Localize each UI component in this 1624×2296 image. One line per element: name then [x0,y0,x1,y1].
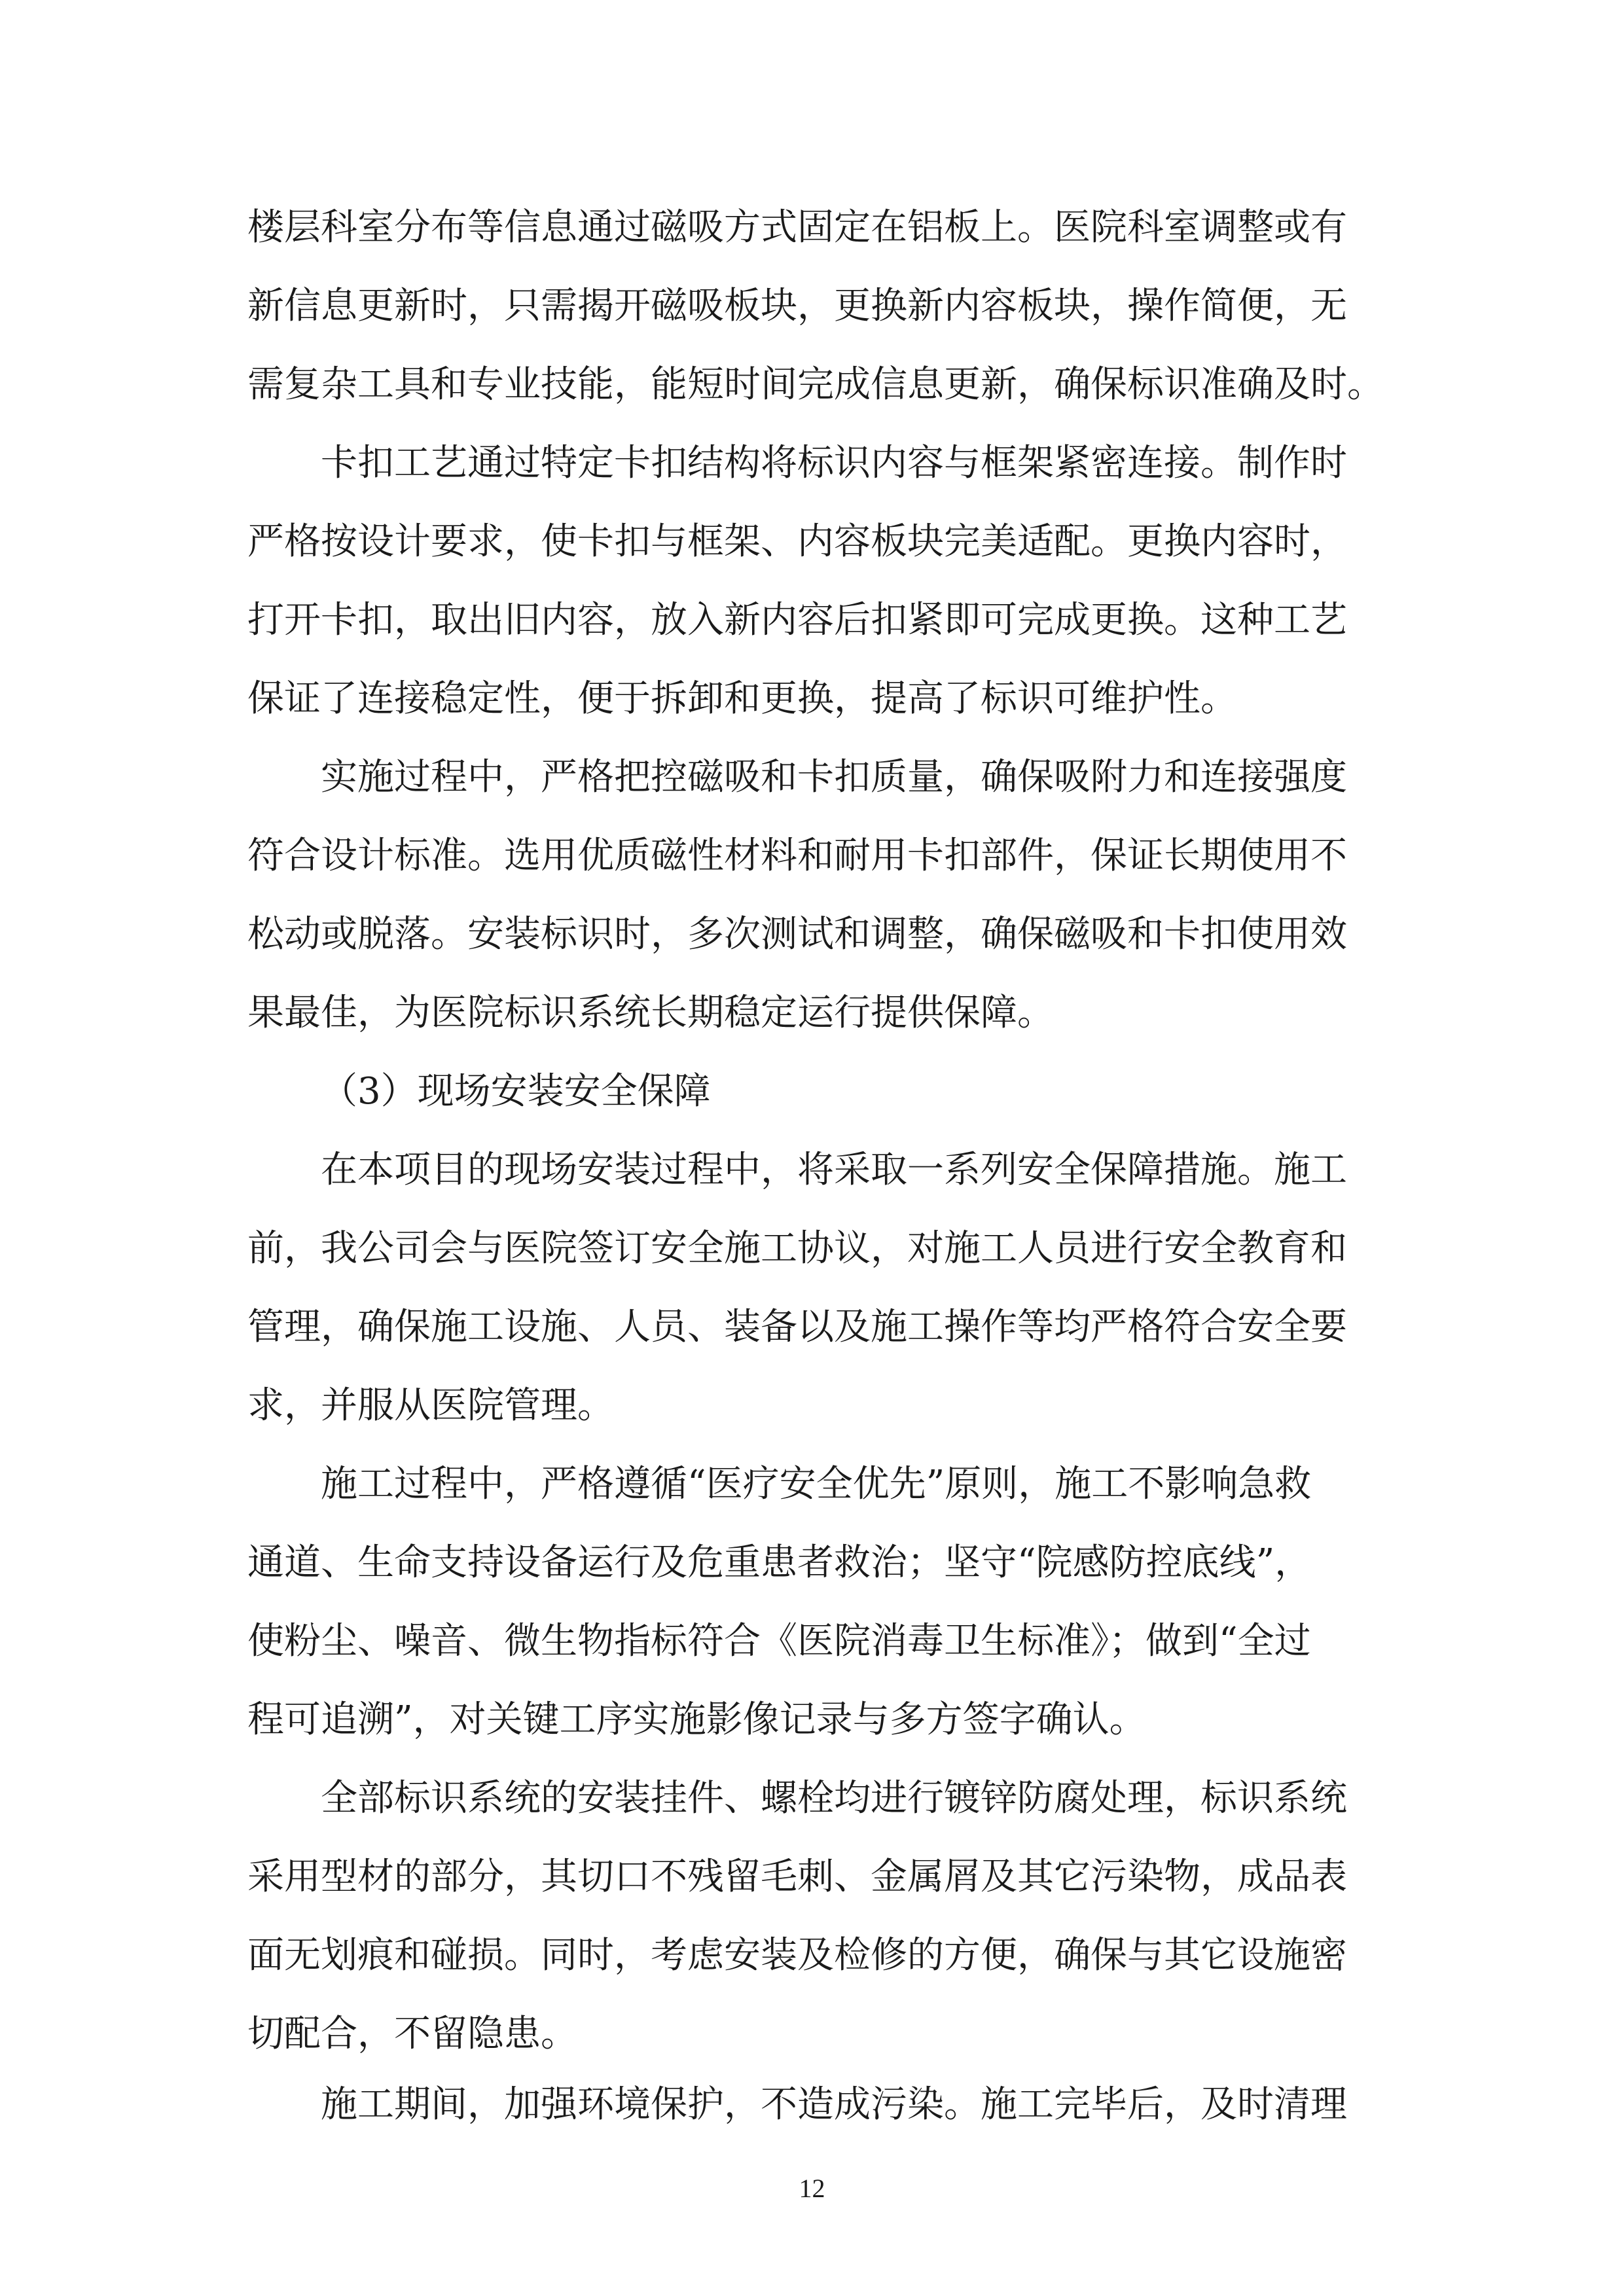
paragraph-6-line-2: 采用型材的部分，其切口不残留毛刺、金属屑及其它污染物，成品表 [247,1856,1347,1898]
paragraph-4-line-1: 在本项目的现场安装过程中，将采取一系列安全保障措施。施工 [321,1149,1347,1191]
paragraph-3-line-4: 果最佳，为医院标识系统长期稳定运行提供保障。 [247,992,1054,1034]
paragraph-6-line-4: 切配合，不留隐患。 [247,2013,577,2055]
paragraph-4-line-3: 管理，确保施工设施、人员、装备以及施工操作等均严格符合安全要 [247,1306,1347,1348]
paragraph-2-line-2: 严格按设计要求，使卡扣与框架、内容板块完美适配。更换内容时， [247,520,1347,563]
paragraph-1-line-2: 新信息更新时，只需揭开磁吸板块，更换新内容板块，操作简便，无 [247,285,1347,327]
paragraph-6-line-1: 全部标识系统的安装挂件、螺栓均进行镀锌防腐处理，标识系统 [321,1777,1347,1820]
paragraph-1-line-3: 需复杂工具和专业技能，能短时间完成信息更新，确保标识准确及时。 [247,363,1384,406]
paragraph-5-line-2: 通道、生命支持设备运行及危重患者救治；坚守“院感防控底线”， [247,1541,1312,1584]
section-heading: （3）现场安装安全保障 [321,1070,711,1113]
paragraph-4-line-2: 前，我公司会与医院签订安全施工协议，对施工人员进行安全教育和 [247,1227,1347,1270]
paragraph-5-line-3: 使粉尘、噪音、微生物指标符合《医院消毒卫生标准》；做到“全过 [247,1620,1311,1662]
paragraph-1-line-1: 楼层科室分布等信息通过磁吸方式固定在铝板上。医院科室调整或有 [247,206,1347,249]
paragraph-2-line-3: 打开卡扣，取出旧内容，放入新内容后扣紧即可完成更换。这种工艺 [247,599,1347,641]
paragraph-5-line-4: 程可追溯”，对关键工序实施影像记录与多方签字确认。 [247,1698,1146,1741]
paragraph-3-line-1: 实施过程中，严格把控磁吸和卡扣质量，确保吸附力和连接强度 [321,756,1347,798]
paragraph-3-line-3: 松动或脱落。安装标识时，多次测试和调整，确保磁吸和卡扣使用效 [247,913,1347,956]
paragraph-2-line-4: 保证了连接稳定性，便于拆卸和更换，提高了标识可维护性。 [247,677,1237,720]
page-number: 12 [799,2174,825,2203]
paragraph-7-line-1: 施工期间，加强环境保护，不造成污染。施工完毕后，及时清理 [321,2083,1347,2126]
paragraph-2-line-1: 卡扣工艺通过特定卡扣结构将标识内容与框架紧密连接。制作时 [321,442,1347,484]
paragraph-5-line-1: 施工过程中，严格遵循“医疗安全优先”原则，施工不影响急救 [321,1463,1312,1505]
paragraph-3-line-2: 符合设计标准。选用优质磁性材料和耐用卡扣部件，保证长期使用不 [247,834,1347,877]
paragraph-4-line-4: 求，并服从医院管理。 [247,1384,614,1427]
paragraph-6-line-3: 面无划痕和碰损。同时，考虑安装及检修的方便，确保与其它设施密 [247,1934,1347,1977]
